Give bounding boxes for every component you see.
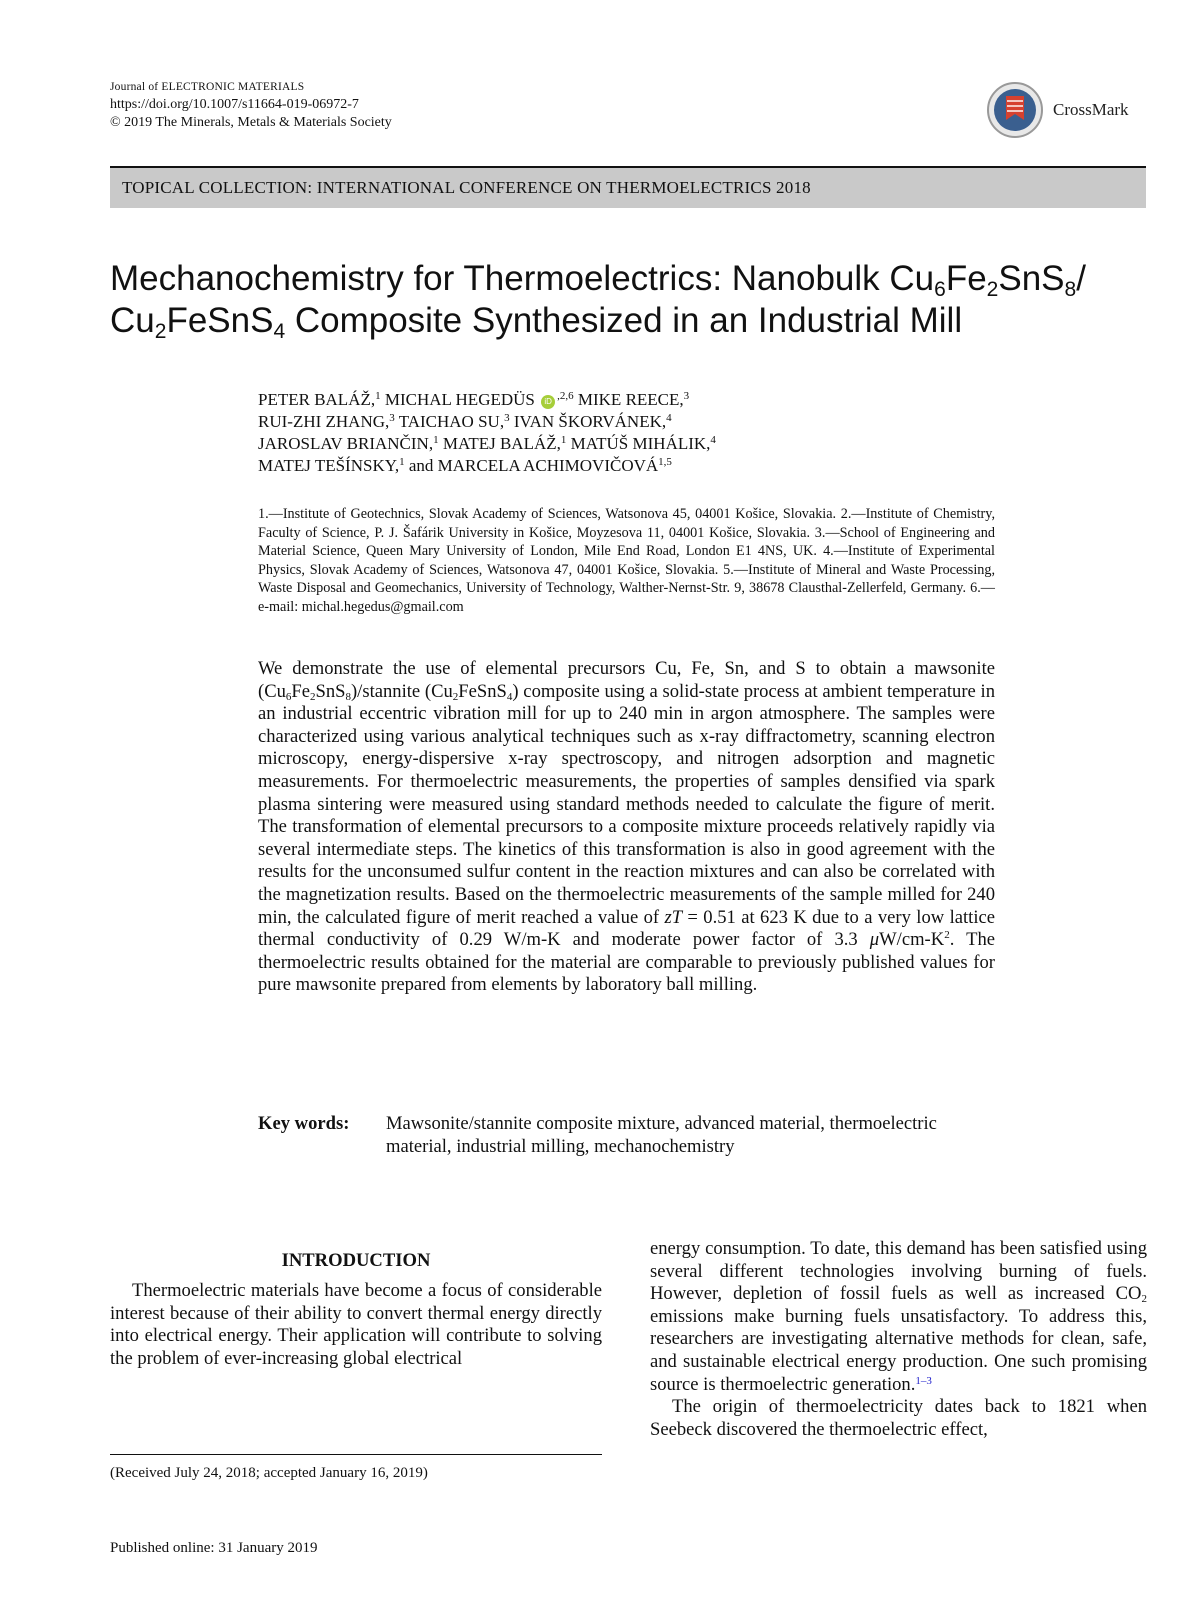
author-name: MATEJ BALÁŽ, — [438, 434, 561, 453]
abstract-text: FeSnS — [458, 680, 507, 702]
abstract-superscript: 2 — [944, 929, 950, 942]
body-text: energy consumption. To date, this demand has been satisfied using several different technologies involving burning of fuels. However, depletion of fossil fuels as well as increased CO — [650, 1238, 1147, 1305]
title-subscript: 4 — [273, 320, 286, 343]
section-heading-introduction: INTRODUCTION — [281, 1250, 431, 1271]
author-name: and MARCELA ACHIMOVIČOVÁ — [404, 456, 659, 475]
abstract-text: SnS — [315, 680, 346, 702]
author-affil-marker: 3 — [683, 390, 690, 402]
body-column-left — [110, 1280, 602, 1370]
body-column-right — [650, 1238, 1147, 1441]
author-name: IVAN ŠKORVÁNEK, — [509, 412, 667, 431]
body-subscript: 2 — [1141, 1293, 1147, 1306]
body-paragraph: The origin of thermoelectricity dates back to 1821 when Seebeck discovered the thermoelectric effect, — [650, 1396, 1147, 1440]
abstract-text: Fe — [291, 680, 310, 702]
published-date: Published online: 31 January 2019 — [110, 1540, 318, 1556]
author-name: MATÚŠ MIHÁLIK, — [566, 434, 711, 453]
title-text: Mechanochemistry for Thermoelectrics: Nanobulk Cu — [110, 259, 935, 298]
journal-name: Journal of ELECTRONIC MATERIALS — [110, 81, 305, 93]
abstract-text: W/cm-K — [879, 929, 945, 951]
topical-collection-text: TOPICAL COLLECTION: INTERNATIONAL CONFERENCE ON THERMOELECTRICS 2018 — [122, 178, 811, 197]
affiliations: 1.—Institute of Geotechnics, Slovak Academy of Sciences, Watsonova 45, 04001 Košice, Slovakia. 2.—Institute of Chemistry, Faculty of Science, P. J. Šafárik University in Košice, Moyzesova 11, 04001 Košice, Slovakia. 3.—School of Engineering and Material Science, Queen Mary University of London, Mile End Road, London E1 4NS, UK. 4.—Institute of Experimental Physics, Slovak Academy of Sciences, Watsonova 47, 04001 Košice, Slovakia. 5.—Institute of Mineral and Waste Processing, Waste Disposal and Geomechanics, University of Technology, Walther-Nernst-Str. 9, 38678 Clausthal-Zellerfeld, Germany. 6.—e-mail: michal.hegedus@gmail.com — [258, 506, 995, 615]
title-subscript: 2 — [986, 278, 999, 301]
author-affil-marker: 3 — [389, 412, 395, 424]
abstract-subscript: 4 — [506, 690, 513, 703]
abstract-text: = 0.51 at 623 K due to a very low lattice thermal conductivity of 0.29 W/m-K and moderate power factor of 3.3 — [258, 906, 995, 951]
footnote-rule — [110, 1454, 602, 1455]
title-text: SnS — [998, 259, 1065, 298]
author-affil-marker: 4 — [666, 412, 672, 424]
author-name: JAROSLAV BRIANČIN, — [258, 434, 434, 453]
author-affil-marker: ,2,6 — [557, 390, 574, 402]
abstract-subscript: 6 — [285, 690, 292, 703]
title-text: Fe — [945, 259, 987, 298]
author-name: MATEJ TEŠÍNSKY, — [258, 456, 400, 475]
author-affil-marker: 4 — [710, 434, 716, 446]
citation-link[interactable]: 1–3 — [915, 1374, 932, 1387]
abstract-text: We demonstrate the use of elemental precursors Cu, Fe, Sn, and S to obtain a mawsonite (Cu — [258, 658, 995, 702]
topical-collection-banner — [110, 168, 1146, 208]
abstract-subscript: 2 — [309, 690, 316, 703]
title-subscript: 2 — [154, 320, 167, 343]
body-text: emissions make burning fuels unsatisfactory. To address this, researchers are investigating alternative methods for clean, safe, and sustainable electrical energy production. One such promising source is thermoelectric generation. — [650, 1305, 1147, 1395]
author-name: PETER BALÁŽ, — [258, 390, 376, 409]
title-text: Cu — [110, 301, 155, 340]
author-affil-marker: 1 — [560, 434, 567, 446]
abstract-subscript: 2 — [452, 690, 459, 703]
body-paragraph: Thermoelectric materials have become a focus of considerable interest because of their ability to convert thermal energy directly into electrical energy. Their application will contribute to solving the problem of ever-increasing global electrical — [110, 1280, 602, 1369]
title-subscript: 8 — [1064, 278, 1077, 301]
author-name: MICHAL HEGEDÜS — [380, 390, 535, 409]
author-affil-marker: 1 — [375, 390, 381, 402]
author-list — [258, 389, 1018, 477]
abstract-text: . The thermoelectric results obtained for the material are comparable to previously published values for pure mawsonite prepared from elements by laboratory ball milling. — [258, 929, 995, 996]
abstract-math: μ — [869, 929, 880, 951]
title-subscript: 6 — [934, 278, 946, 301]
crossmark-label: CrossMark — [1053, 100, 1129, 119]
copyright-line: © 2019 The Minerals, Metals & Materials Society — [110, 115, 392, 130]
journal-header — [110, 78, 392, 132]
author-name: TAICHAO SU, — [394, 412, 505, 431]
keywords-text: Mawsonite/stannite composite mixture, advanced material, thermoelectric material, industrial milling, mechanochemistry — [386, 1113, 937, 1157]
article-title — [110, 258, 1170, 342]
keywords-label: Key words: — [258, 1113, 350, 1134]
title-text: / — [1076, 259, 1086, 298]
title-text: FeSnS — [166, 301, 274, 340]
received-dates: (Received July 24, 2018; accepted January 16, 2019) — [110, 1465, 428, 1481]
title-text: Composite Synthesized in an Industrial Mill — [285, 301, 963, 340]
orcid-icon[interactable]: iD — [541, 395, 555, 409]
crossmark-icon — [985, 80, 1045, 140]
doi-link[interactable]: https://doi.org/10.1007/s11664-019-06972-7 — [110, 97, 359, 112]
abstract-text: )/stannite (Cu — [350, 680, 453, 702]
body-paragraph — [650, 1238, 1147, 1396]
abstract-math: zT — [664, 906, 683, 928]
author-name: MIKE REECE, — [573, 390, 684, 409]
author-name: RUI-ZHI ZHANG, — [258, 412, 390, 431]
author-affil-marker: 1 — [433, 434, 439, 446]
author-affil-marker: 1,5 — [658, 456, 672, 468]
author-affil-marker: 3 — [504, 412, 510, 424]
crossmark-badge[interactable] — [985, 80, 1145, 140]
author-affil-marker: 1 — [399, 456, 405, 468]
abstract-text: ) composite using a solid-state process at ambient temperature in an industrial eccentric vibration mill for up to 240 min in argon atmosphere. The samples were characterized using various analytical techniques such as x-ray diffractometry, scanning electron microscopy, energy-dispersive x-ray spectroscopy, and nitrogen adsorption and magnetic measurements. For thermoelectric measurements, the properties of samples densified via spark plasma sintering were measured using standard methods needed to calculate the figure of merit. The transformation of elemental precursors to a composite mixture proceeds relatively rapidly via several intermediate steps. The kinetics of this transformation is also in good agreement with the results for the unconsumed sulfur content in the reaction mixtures and can also be correlated with the magnetization results. Based on the thermoelectric measurements of the sample milled for 240 min, the calculated figure of merit reached a value of — [258, 680, 995, 928]
abstract-subscript: 8 — [345, 690, 351, 703]
abstract — [258, 658, 995, 997]
